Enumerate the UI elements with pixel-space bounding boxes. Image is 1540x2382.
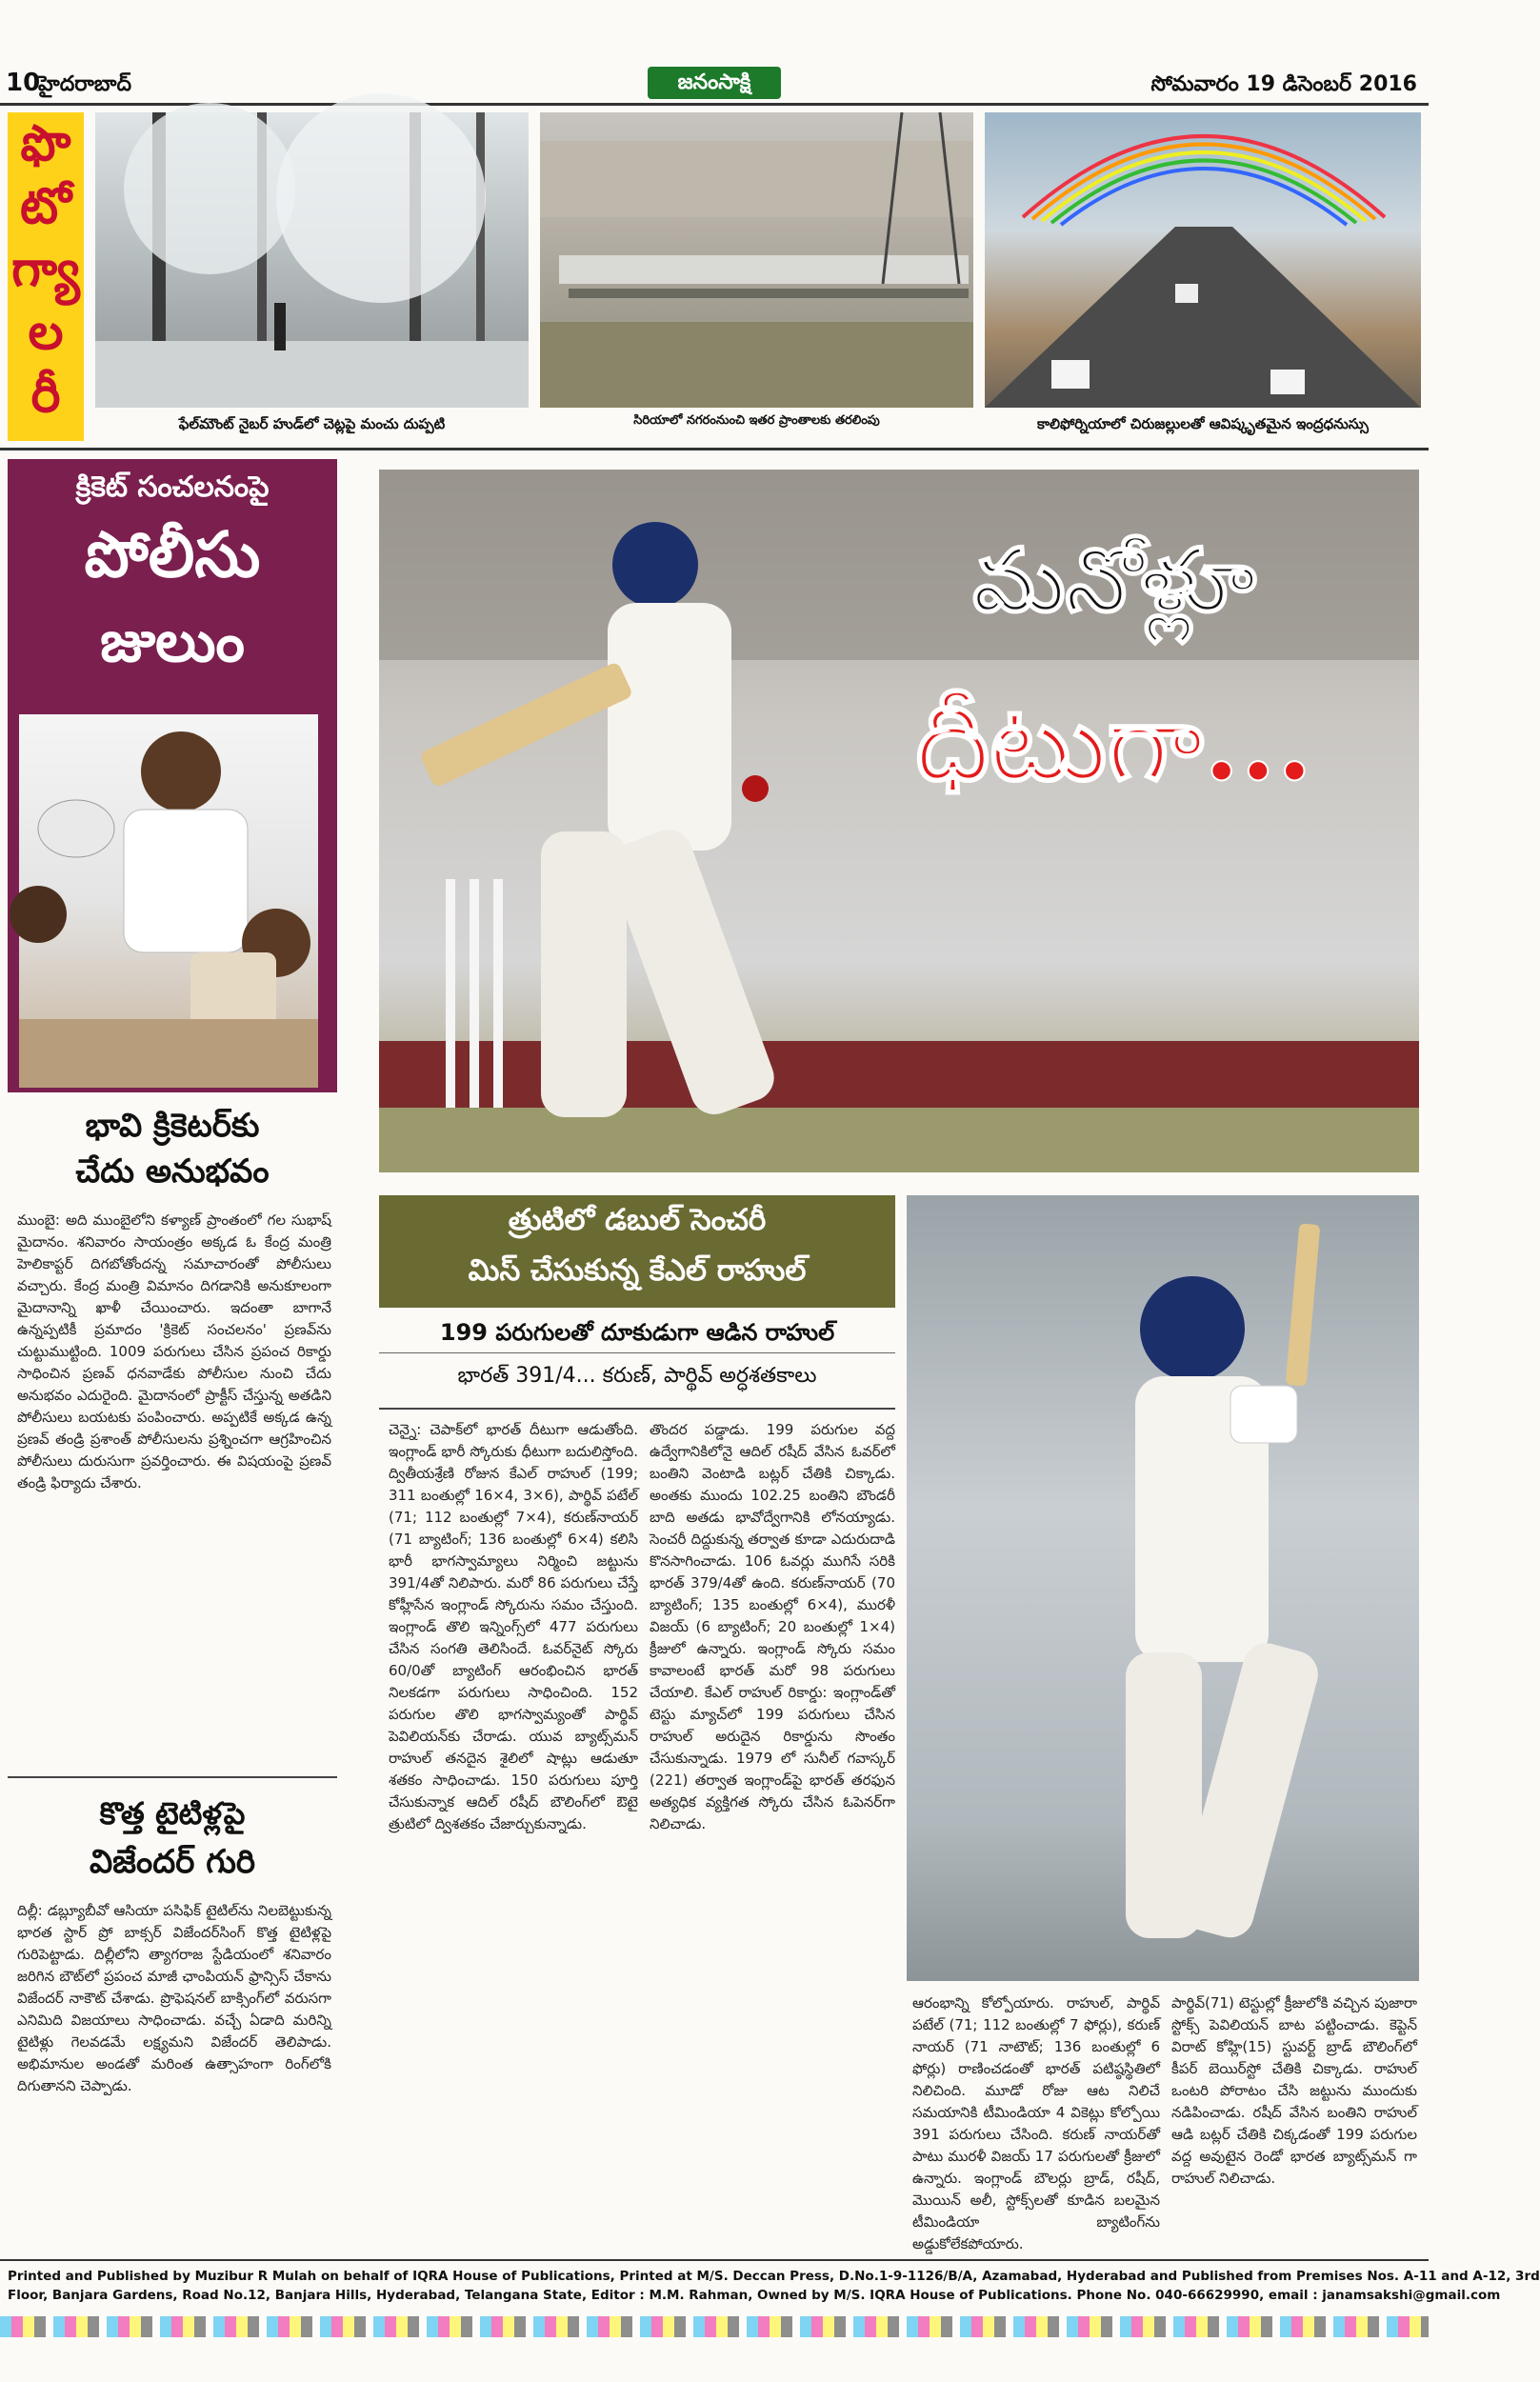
- story-column-4: పార్థివ్(71) టెస్టుల్లో క్రీజులోకి వచ్చిన పుజారా స్టోక్స్ పెవిలియన్ బాట పట్టించాడు. కెప్టెన్ విరాట్ కోహ్లి(15) స్టువర్ట్ బ్రాడ్ బౌలింగ్‌లో కీపర్ బెయిర్‌స్టో చేతికి చిక్కాడు. రాహుల్ ఒంటరి పోరాటం చేసి జట్టును ముందుకు నడిపించాడు. రషీద్ వేసిన బంతిని రాహుల్ ఆడి బట్లర్ చేతికి చిక్కడంతో 199 పరుగుల వద్ద అవుటైన రెండో భారత బ్యాట్స్‌మన్ గా రాహుల్ నిలిచాడు.: [1171, 1994, 1417, 2187]
- gallery-letter: ల: [28, 304, 64, 361]
- police-story-headline-1: పోలీసు: [84, 517, 261, 591]
- gallery-letter: రీ: [30, 367, 61, 424]
- gallery-photo-buses: [540, 112, 973, 408]
- gallery-photo-snow-trees: [95, 112, 529, 408]
- footer-rule: [0, 2259, 1429, 2261]
- gallery-caption-2: సిరియాలో నగరంనుంచి ఇతర ప్రాంతాలకు తరలింపు: [633, 413, 880, 428]
- vijender-headline-1: కొత్త టైటిళ్లపై: [99, 1795, 246, 1832]
- gallery-caption-1: ఫేల్‌మౌంట్ నైబర్ హుడ్‌లో చెట్లపై మంచు దుప్పటి: [178, 415, 446, 432]
- cricketer-celebration-image: [19, 714, 318, 1088]
- story-title-box: [379, 1195, 895, 1308]
- gallery-letter: గ్యా: [11, 241, 80, 298]
- rainbow-highway-image: [985, 112, 1421, 408]
- photo-gallery-label: [8, 112, 84, 441]
- story-column-2: తొందర పడ్డాడు. 199 పరుగుల వద్ద ఉద్వేగానికిలోనై ఆదిల్ రషీద్ వేసిన ఓవర్‌లో బంతిని వెంటాడి బట్లర్ చేతికి చిక్కాడు. అంతకు ముందు 102.25 బంతిని బౌండరీ బాది అతడు భావోద్వేగానికి లోనయ్యాడు. సెంచరీ దిద్దుకున్న తర్వాత కూడా ఎదురుదాడి కొనసాగించాడు. 106 ఓవర్లు ముగిసే సరికి భారత్ 379/4తో ఉంది. కరుణ్‌నాయర్ (70 బ్యాటింగ్; 135 బంతుల్లో 6×4), మురళీ విజయ్ (6 బ్యాటింగ్; 20 బంతుల్లో 1×4) క్రీజులో ఉన్నారు. ఇంగ్లాండ్ స్కోరు సమం కావాలంటే భారత్ మరో 98 పరుగులు చేయాలి. కేఎల్ రాహుల్ రికార్డు: ఇంగ్లాండ్‌తో టెస్టు మ్యాచ్‌లో 199 పరుగులు చేసిన రాహుల్ అరుదైన రికార్డును సొంతం చేసుకున్నాడు. 1979 లో సునీల్ గవాస్కర్ (221) తర్వాత ఇంగ్లాండ్‌పై భారత్ తరఫున అత్యధిక వ్యక్తిగత స్కోరు చేసిన ఓపెనర్‌గా నిలిచాడు.: [650, 1421, 895, 1832]
- story-title-1: త్రుటిలో డబుల్ సెంచరీ: [508, 1203, 767, 1237]
- story-title-2: మిస్ చేసుకున్న కేఎల్ రాహుల్: [468, 1253, 807, 1288]
- police-story-kicker: క్రికెట్ సంచలనంపై: [75, 470, 270, 504]
- color-registration-bar: [0, 2316, 1429, 2337]
- story-subtitle-rule: [379, 1408, 895, 1410]
- hero-headline-2: ధీటుగా...: [915, 681, 1313, 804]
- story-subtitle-divider: [379, 1352, 895, 1353]
- footer-imprint: [8, 2267, 1540, 2305]
- player-photo: [19, 714, 318, 1088]
- city-label: హైదరాబాద్: [38, 72, 131, 96]
- police-story-body: ముంబై: అది ముంబైలోని కళ్యాణ్ ప్రాంతంలో గల సుభాష్ మైదానం. శనివారం సాయంత్రం అక్కడ ఓ కేంద్ర మంత్రి హెలికాప్టర్ దిగబోతోందన్న సమాచారంతో పోలీసులు వచ్చారు. కేంద్ర మంత్రి విమానం దిగడానికి అనుకూలంగా మైదానాన్ని ఖాళీ చేయించారు. ఇదంతా బాగానే ఉన్నప్పటికీ ప్రమాదం 'క్రికెట్ సంచలనం' ప్రణవ్‌ను చుట్టుముట్టింది. 1009 పరుగులు చేసిన ప్రపంచ రికార్డు సాధించిన ప్రణవ్ ధనవాడేకు పోలీసుల నుంచి చేదు అనుభవం ఎదురైంది. మైదానంలో ప్రాక్టీస్ చేస్తున్న అతడిని పోలీసులు బయటకు పంపించారు. అప్పటికే అక్కడ ఉన్న ప్రణవ్ తండ్రి ప్రశాంత్ పోలీసులను ప్రశ్నించగా ఆగ్రహించిన పోలీసులు దురుసుగా ప్రవర్తించారు. ఈ విషయంపై ప్రణవ్ తండ్రి ఫిర్యాదు చేశారు.: [17, 1211, 331, 1491]
- column-divider: [8, 1776, 337, 1778]
- masthead-logo: జనంసాక్షి: [648, 67, 781, 99]
- vijender-story-body: దిల్లీ: డబ్ల్యూబీవో ఆసియా పసిఫిక్ టైటిల్‌ను నిలబెట్టుకున్న భారత స్టార్ ప్రో బాక్సర్ విజేందర్‌సింగ్ కొత్త టైటిళ్లపై గురిపెట్టాడు. దిల్లీలోని త్యాగరాజ స్టేడియంలో శనివారం జరిగిన బౌట్‌లో ప్రపంచ మాజీ ఛాంపియన్ ఫ్రాన్సిస్ చేకాను విజేందర్ నాకౌట్ చేశాడు. ప్రొఫెషనల్ బాక్సింగ్‌లో వరుసగా ఎనిమిది విజయాలు సాధించాడు. వచ్చే ఏడాది మరిన్ని టైటిళ్లు గెలవడమే లక్ష్యమని విజేందర్ తెలిపాడు. అభిమానుల అండతో మరింత ఉత్సాహంగా రింగ్‌లోకి దిగుతానని చెప్పాడు.: [17, 1902, 331, 2094]
- page-number: 10: [6, 69, 41, 97]
- imprint-line-2: Floor, Banjara Gardens, Road No.12, Banjara Hills, Hyderabad, Telangana State, Editor : M.M. Rahman, Owned by M/S. IQRA House of Publications. Phone No. 040-66629990, email : janamsakshi@gmail.com: [8, 2288, 1501, 2303]
- portrait-photo: [907, 1195, 1419, 1981]
- story-column-3: ఆరంభాన్ని కోల్పోయారు. రాహుల్, పార్థివ్ పటేల్ (71; 112 బంతుల్లో 7 ఫోర్లు), కరుణ్ నాయర్ (71 నాటౌట్; 136 బంతుల్లో 6 ఫోర్లు) రాణించడంతో భారత్ పటిష్ఠస్థితిలో నిలిచింది. మూడో రోజు ఆట నిలిచే సమయానికి టీమిండియా 4 వికెట్లు కోల్పోయి 391 పరుగులు చేసింది. కరుణ్ నాయర్‌తో పాటు మురళీ విజయ్ 17 పరుగులతో క్రీజులో ఉన్నారు. ఇంగ్లాండ్ బౌలర్లు బ్రాడ్, రషీద్, మొయిన్ అలీ, స్టోక్స్‌లతో కూడిన బలమైన టీమిండియా బ్యాటింగ్‌ను అడ్డుకోలేకపోయారు.: [912, 1994, 1160, 2252]
- hero-headline-1: మనోళ్లూ: [972, 529, 1256, 631]
- gallery-rule: [0, 448, 1429, 450]
- gallery-photo-rainbow-highway: [985, 112, 1421, 408]
- gallery-caption-3: కాలిఫోర్నియాలో చిరుజల్లులతో ఆవిష్కృతమైన ఇంద్రధనుస్సు: [1037, 415, 1369, 432]
- story-subtitle-2: భారత్ 391/4... కరుణ్, పార్థివ్ అర్ధశతకాలు: [457, 1364, 817, 1388]
- snow-trees-image: [95, 112, 529, 408]
- police-story-header: [8, 459, 337, 707]
- police-subhead-2: చేదు అనుభవం: [75, 1152, 270, 1191]
- gallery-letter: ఫొ: [20, 115, 71, 172]
- vijender-headline-2: విజేందర్ గురి: [89, 1843, 256, 1881]
- police-story-headline-2: జులుం: [100, 609, 245, 675]
- issue-date: సోమవారం 19 డిసెంబర్ 2016: [1150, 72, 1417, 96]
- bus-convoy-image: [540, 112, 973, 408]
- batsman-portrait-image: [907, 1195, 1419, 1981]
- police-subhead-1: భావి క్రికెటర్‌కు: [85, 1107, 260, 1145]
- story-column-1: చెన్నై: చెపాక్‌లో భారత్ దీటుగా ఆడుతోంది. ఇంగ్లాండ్ భారీ స్కోరుకు ధీటుగా బదులిస్తోంది. ద్వితీయశ్రేణి రోజున కేఎల్ రాహుల్ (199; 311 బంతుల్లో 16×4, 3×6), పార్థివ్ పటేల్ (71; 112 బంతుల్లో 7×4), కరుణ్‌నాయర్ (71 బ్యాటింగ్; 136 బంతుల్లో 6×4) కలిసి భారీ భాగస్వామ్యాలు నిర్మించి జట్టును 391/4తో నిలిపారు. మరో 86 పరుగులు చేస్తే కోహ్లీసేన ఇంగ్లాండ్ స్కోరును సమం చేస్తుంది. ఇంగ్లాండ్‌ తొలి ఇన్నింగ్స్‌లో 477 పరుగులు చేసిన సంగతి తెలిసిందే. ఓవర్‌నైట్ స్కోరు 60/0తో బ్యాటింగ్ ఆరంభించిన భారత్ నిలకడగా పరుగులు సాధించింది. 152 పరుగుల తొలి భాగస్వామ్యంతో పార్థివ్ పెవిలియన్‌కు చేరాడు. యువ బ్యాట్స్‌మన్ రాహుల్ తనదైన శైలిలో షాట్లు ఆడుతూ శతకం సాధించాడు. 150 పరుగులు పూర్తి చేసుకున్నాక ఆదిల్ రషీద్ బౌలింగ్‌లో ఔటై త్రుటిలో ద్విశతకం చేజార్చుకున్నాడు.: [389, 1421, 638, 1832]
- gallery-letter: టో: [20, 178, 71, 235]
- story-subtitle-1: 199 పరుగులతో దూకుడుగా ఆడిన రాహుల్: [439, 1319, 835, 1346]
- imprint-line-1: Printed and Published by Muzibur R Mulah on behalf of IQRA House of Publications, Printed at M/S. Deccan Press, D.No.1-9-1126/B/A, Azamabad, Hyderabad and Published from Premises Nos. A-11 and A-12, 3rd: [8, 2269, 1540, 2284]
